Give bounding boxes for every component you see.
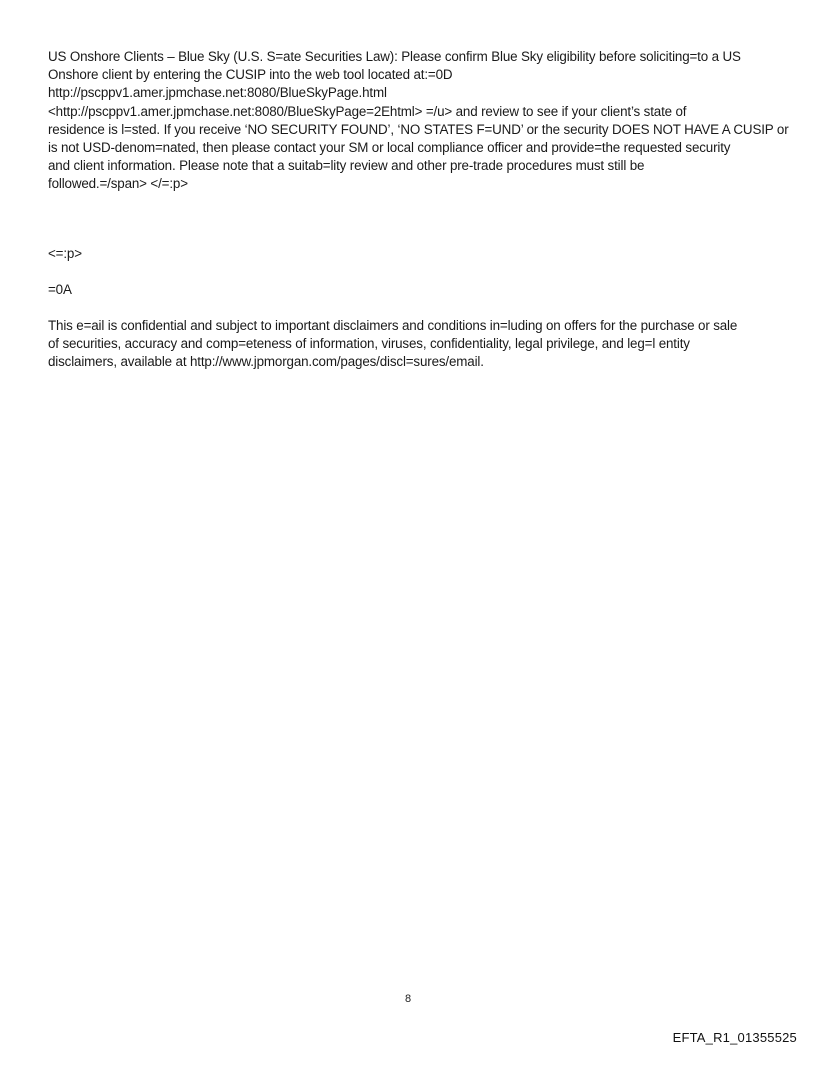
- text-line: disclaimers, available at http://www.jpmorgan.com/pages/discl=sures/email.: [48, 354, 484, 370]
- text-line: <http://pscppv1.amer.jpmchase.net:8080/BlueSkyPage=2Ehtml> =/u> and review to see if your client’s state of: [48, 103, 687, 119]
- text-line: followed.=/span> </=:p>: [48, 176, 188, 192]
- text-line: This e=ail is confidential and subject to important disclaimers and conditions in=luding on offers for the purchase or sale: [48, 318, 738, 333]
- text-line: and client information. Please note that a suitab=lity review and other pre-trade procedures must still be: [48, 158, 645, 174]
- text-line: <=:p>: [48, 246, 82, 261]
- blue-sky-disclaimer-paragraph: [48, 48, 789, 194]
- page-number: 8: [404, 993, 412, 1005]
- encoded-fragment-paragraph: [48, 281, 778, 299]
- text-line: residence is l=sted. If you receive ‘NO SECURITY FOUND’, ‘NO STATES F=UND’ or the security DOES NOT HAVE A CUSIP or: [48, 121, 789, 137]
- html-fragment-paragraph: [48, 245, 778, 263]
- text-line: US Onshore Clients – Blue Sky (U.S. S=ate Securities Law): Please confirm Blue Sky eligibility before soliciting=to a US: [48, 49, 741, 64]
- text-line: of securities, accuracy and comp=eteness of information, viruses, confidentiality, legal privilege, and leg=l entity: [48, 336, 690, 352]
- text-line: =0A: [48, 282, 72, 297]
- bates-number: EFTA_R1_01355525: [672, 1030, 797, 1045]
- email-confidentiality-paragraph: [48, 317, 778, 372]
- text-line: Onshore client by entering the CUSIP into the web tool located at:=0D: [48, 67, 453, 83]
- text-line: http://pscppv1.amer.jpmchase.net:8080/BlueSkyPage.html: [48, 85, 387, 101]
- text-line: is not USD-denom=nated, then please contact your SM or local compliance officer and provide=the requested security: [48, 140, 731, 156]
